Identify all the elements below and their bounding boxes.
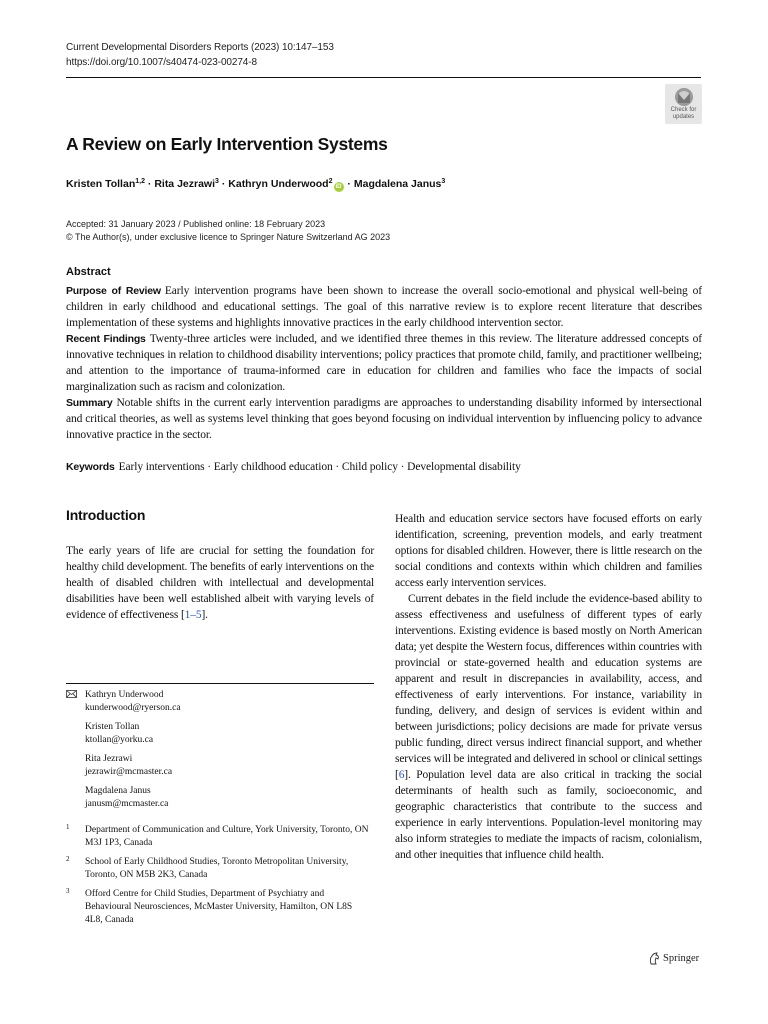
abstract-body <box>66 283 702 443</box>
author-separator: · <box>218 178 229 190</box>
affiliation-text: Offord Centre for Child Studies, Department of Psychiatry and Behavioural Neurosciences, McMaster University, Hamilton, ON L8S 4L8, Canada <box>85 889 353 925</box>
header-divider <box>66 77 701 78</box>
reference-link[interactable]: 1–5 <box>184 609 202 621</box>
corresp-email[interactable]: jezrawir@mcmaster.ca <box>85 767 173 777</box>
introduction-heading: Introduction <box>66 507 146 523</box>
article-title: A Review on Early Intervention Systems <box>66 134 388 154</box>
author-separator: · <box>144 178 155 190</box>
corresp-author <box>85 785 168 811</box>
copyright-line: © The Author(s), under exclusive licence to Springer Nature Switzerland AG 2023 <box>66 232 391 242</box>
summary-text: Notable shifts in the current early intervention paradigms are approaches to understanding disability informed by intersectional and critical theories, as well as systems level thinking that goes beyond focusing on individual intervention by influencing policy to advance innovative practice in the sector. <box>66 397 702 441</box>
accepted-published-dates: Accepted: 31 January 2023 / Published online: 18 February 2023 <box>66 219 326 229</box>
mail-icon <box>66 690 77 698</box>
abstract-purpose <box>66 283 702 331</box>
doi-link[interactable]: https://doi.org/10.1007/s40474-023-00274-8 <box>66 57 257 68</box>
intro-left-text-end: ]. <box>201 609 208 621</box>
author-name[interactable]: Magdalena Janus <box>353 178 442 190</box>
introduction-right-column <box>395 511 702 863</box>
intro-right-text: Current debates in the field include the evidence-based ability to assess effectiveness and usefulness of different types of early interventions. Existing evidence is based mostly on North American data; yet despite the Western focus, differences within countries with provincial or state-governed health and education systems are apparent and result in discrepancies in availability, access, and effectiveness of early interventions. For instance, variability in funding, delivery, and design of services is evident within and between jurisdictions; policy decisions are made for private versus public funding, direct versus indirect financial support, and whether services will be integrated and delivered in school or clinical settings [ <box>395 593 702 781</box>
footnote-divider <box>66 683 374 684</box>
publication-dates <box>66 218 390 244</box>
abstract-heading: Abstract <box>66 266 111 278</box>
findings-label: Recent Findings <box>66 333 146 345</box>
purpose-label: Purpose of Review <box>66 285 161 297</box>
corresp-email[interactable]: janusm@mcmaster.ca <box>85 799 169 809</box>
springer-horse-icon <box>648 952 660 965</box>
badge-line-1: Check for <box>670 107 697 113</box>
badge-line-2: updates <box>672 113 695 120</box>
intro-right-text-end: ]. Population level data are also critical in tracking the social determinants of health such as family, socioeconomic, and geographic characteristics that contribute to the success and experience in early interventions. Population-level monitoring may also inform strategies to mediate the impacts of racism, colonialism, and other inequities that influence child health. <box>395 769 702 861</box>
publisher-logo <box>648 952 699 965</box>
affiliation-text: School of Early Childhood Studies, Toronto Metropolitan University, Toronto, ON M5B 2K3, Canada <box>85 857 349 880</box>
author-list <box>66 178 445 192</box>
purpose-text: Early intervention programs have been shown to increase the overall socio-emotional and physical well-being of children in early childhood and educational settings. The goal of this narrative review is to explore recent literature that describes implementation of these systems and highlights innovative practices in the early childhood intervention sector. <box>66 285 702 329</box>
author-name[interactable]: Kathryn Underwood <box>228 178 329 190</box>
intro-left-text: The early years of life are crucial for setting the foundation for healthy child development. The benefits of early interventions on the health of disabled children with intellectual and developmental disabilities have been well established albeit with varying levels of evidence of effectiveness [ <box>66 545 374 621</box>
author-affil-sup: 3 <box>215 178 219 185</box>
corresp-email[interactable]: kunderwood@ryerson.ca <box>85 703 181 713</box>
intro-right-paragraph-2 <box>395 591 702 863</box>
author-affil-sup: 3 <box>441 178 446 185</box>
keywords-text: Early interventions · Early childhood education · Child policy · Developmental disability <box>118 461 521 473</box>
corresp-author <box>85 689 181 715</box>
author-name[interactable]: Rita Jezrawi <box>154 178 216 190</box>
author-affil-sup: 2 <box>328 178 333 185</box>
keywords <box>66 461 521 473</box>
corresp-name: Rita Jezrawi <box>85 754 133 764</box>
abstract-summary <box>66 395 702 443</box>
journal-citation: Current Developmental Disorders Reports (2023) 10:147–153 <box>66 42 334 53</box>
corresp-name: Kathryn Underwood <box>85 690 164 700</box>
abstract-findings <box>66 331 702 395</box>
author-separator: · <box>344 178 354 190</box>
summary-label: Summary <box>66 397 113 409</box>
check-for-updates-badge[interactable] <box>665 84 702 124</box>
findings-text: Twenty-three articles were included, and we identified three themes in this review. The literature addressed concepts of innovative techniques in relation to childhood disability interventions; policy practices that promote child, family, and practitioner wellbeing; and attention to the importance of trauma-informed care in education for children and families who face the impacts of social marginalization such as racism and colonization. <box>66 333 702 393</box>
affiliation-number: 3 <box>66 887 70 895</box>
corresp-email[interactable]: ktollan@yorku.ca <box>85 735 154 745</box>
publisher-name: Springer <box>663 953 700 964</box>
corresp-name: Kristen Tollan <box>85 722 140 732</box>
author-affil-sup: 1,2 <box>135 178 145 185</box>
check-updates-icon <box>672 87 696 107</box>
journal-header <box>66 40 334 70</box>
affiliation-number: 1 <box>66 823 70 831</box>
introduction-left-paragraph <box>66 543 374 623</box>
keywords-label: Keywords <box>66 461 115 473</box>
corresp-author <box>85 721 153 747</box>
corresp-author <box>85 753 172 779</box>
author-name[interactable]: Kristen Tollan <box>66 178 136 190</box>
corresp-name: Magdalena Janus <box>85 786 151 796</box>
affiliation-number: 2 <box>66 855 70 863</box>
orcid-icon[interactable]: iD <box>335 184 342 190</box>
affiliation-text: Department of Communication and Culture, York University, Toronto, ON M3J 1P3, Canada <box>85 825 369 848</box>
intro-right-paragraph-1: Health and education service sectors have focused efforts on early identification, screening, prevention models, and early treatment options for disabled children. However, there is little research on the social conditions and contexts within which children and families access early intervention services. <box>395 513 702 589</box>
reference-link[interactable]: 6 <box>398 769 405 781</box>
